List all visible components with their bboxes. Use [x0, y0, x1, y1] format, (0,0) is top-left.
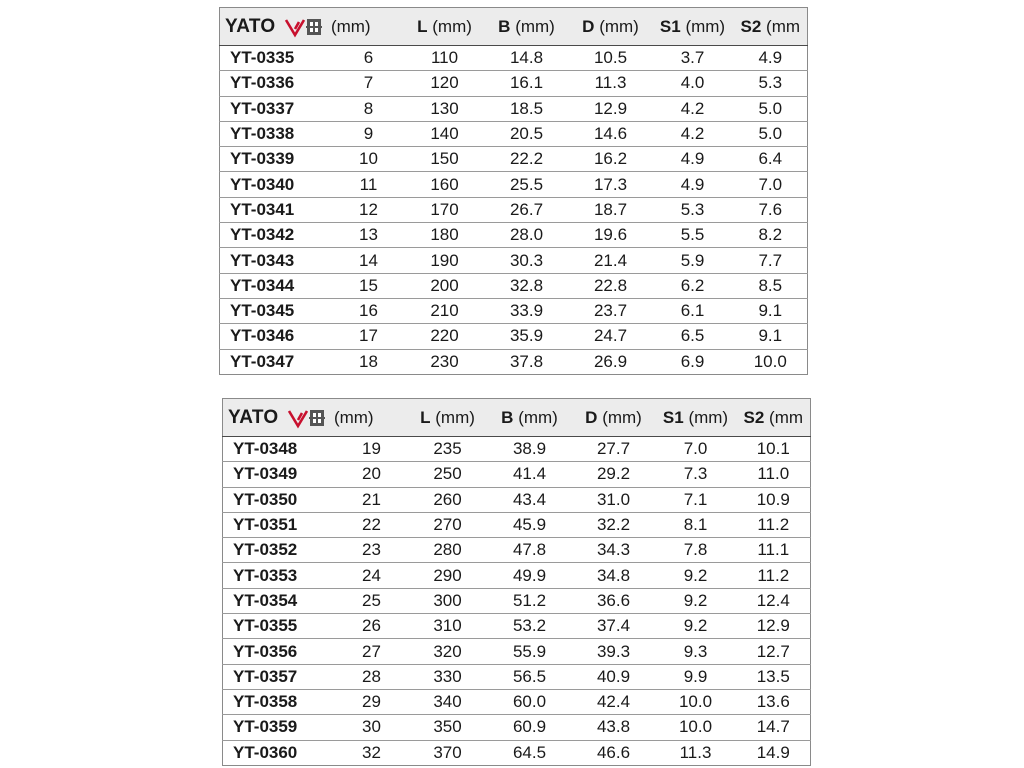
- width-b-value: 38.9: [487, 437, 573, 462]
- length-l-value: 270: [409, 512, 487, 537]
- size-s2-value: 4.9: [734, 46, 808, 71]
- width-d-value: 23.7: [570, 298, 652, 323]
- spec-table-2: [222, 398, 811, 766]
- size-value: 24: [335, 563, 409, 588]
- size-s1-value: 8.1: [655, 512, 737, 537]
- table-row: [223, 715, 811, 740]
- width-d-value: 34.3: [573, 538, 655, 563]
- width-b-value: 60.0: [487, 689, 573, 714]
- width-d-value: 11.3: [570, 71, 652, 96]
- width-b-value: 20.5: [484, 121, 570, 146]
- width-b-value: 30.3: [484, 248, 570, 273]
- size-s2-value: 7.0: [734, 172, 808, 197]
- size-s2-value: 12.4: [737, 588, 811, 613]
- size-s1-value: 6.9: [680, 351, 705, 371]
- size-s1-value: 5.5: [652, 223, 734, 248]
- table-header-row: [223, 399, 811, 437]
- size-value: 7: [332, 71, 406, 96]
- length-l-value: 235: [409, 437, 487, 462]
- header-b: B (mm): [487, 399, 573, 437]
- size-s1-value: 3.7: [652, 46, 734, 71]
- product-code: YT-0342: [220, 223, 332, 248]
- width-b-value: 14.8: [484, 46, 570, 71]
- width-b-value: 47.8: [487, 538, 573, 563]
- width-d-value: 22.8: [570, 273, 652, 298]
- size-value: 11: [332, 172, 406, 197]
- width-b-value: 26.7: [484, 197, 570, 222]
- size-s2-value: 7.6: [734, 197, 808, 222]
- width-d-value: 18.7: [570, 197, 652, 222]
- product-code: YT-0336: [220, 71, 332, 96]
- size-s1-value: 7.1: [655, 487, 737, 512]
- product-code: YT-0355: [223, 614, 335, 639]
- width-d-value: 17.3: [570, 172, 652, 197]
- size-value: 18: [359, 351, 378, 371]
- size-value: 9: [332, 121, 406, 146]
- width-b-value: 51.2: [487, 588, 573, 613]
- brand-header-cell: [223, 399, 409, 437]
- width-d-value: 43.8: [573, 715, 655, 740]
- product-code: YT-0340: [220, 172, 332, 197]
- wrench-gauge-icon: [287, 407, 327, 429]
- header-s1: S1 (mm): [652, 8, 734, 46]
- size-s2-value: 14.7: [737, 715, 811, 740]
- width-b-value: 64.5: [512, 742, 547, 762]
- header-l: L (mm): [409, 399, 487, 437]
- product-code: YT-0350: [223, 487, 335, 512]
- table-row: [223, 689, 811, 714]
- table-row: [223, 563, 811, 588]
- width-d-value: 31.0: [573, 487, 655, 512]
- width-d-value: 29.2: [573, 462, 655, 487]
- product-code: YT-0345: [220, 298, 332, 323]
- size-value: 13: [332, 223, 406, 248]
- table-row: [220, 147, 808, 172]
- length-l-value: 340: [409, 689, 487, 714]
- table-row: [220, 197, 808, 222]
- product-code: YT-0354: [223, 588, 335, 613]
- width-b-value: 28.0: [484, 223, 570, 248]
- size-s2-value: 10.0: [753, 351, 787, 371]
- table-row: [220, 172, 808, 197]
- width-d-value: 16.2: [570, 147, 652, 172]
- length-l-value: 170: [406, 197, 484, 222]
- size-value: 15: [332, 273, 406, 298]
- header-b: B (mm): [484, 8, 570, 46]
- length-l-value: 150: [406, 147, 484, 172]
- size-s2-value: 11.2: [737, 512, 811, 537]
- size-s1-value: 9.9: [655, 664, 737, 689]
- length-l-value: 310: [409, 614, 487, 639]
- length-l-value: 190: [406, 248, 484, 273]
- size-value: 8: [332, 96, 406, 121]
- length-l-value: 370: [433, 742, 462, 762]
- width-d-value: 12.9: [570, 96, 652, 121]
- width-d-value: 19.6: [570, 223, 652, 248]
- width-d-value: 26.9: [593, 351, 628, 371]
- product-code: YT-0346: [220, 324, 332, 349]
- table-row: [223, 664, 811, 689]
- length-l-value: 130: [406, 96, 484, 121]
- size-value: 25: [335, 588, 409, 613]
- table-row: [220, 121, 808, 146]
- size-s1-value: 7.8: [655, 538, 737, 563]
- size-s2-value: 9.1: [734, 298, 808, 323]
- size-value: 12: [332, 197, 406, 222]
- width-b-value: 18.5: [484, 96, 570, 121]
- table-row: [223, 462, 811, 487]
- size-value: 32: [362, 742, 381, 762]
- length-l-value: 330: [409, 664, 487, 689]
- size-s1-value: 6.2: [652, 273, 734, 298]
- table-header-row: [220, 8, 808, 46]
- size-s2-value: 11.1: [737, 538, 811, 563]
- width-b-value: 35.9: [484, 324, 570, 349]
- brand-logo-text: YATO: [225, 15, 276, 37]
- size-s1-value: 4.9: [652, 172, 734, 197]
- size-value: 23: [335, 538, 409, 563]
- width-d-value: 34.8: [573, 563, 655, 588]
- size-s1-value: 9.3: [655, 639, 737, 664]
- width-d-value: 37.4: [573, 614, 655, 639]
- length-l-value: 260: [409, 487, 487, 512]
- header-s1: S1 (mm): [655, 399, 737, 437]
- size-s1-value: 6.5: [652, 324, 734, 349]
- size-s2-value: 5.0: [734, 96, 808, 121]
- header-d: D (mm): [570, 8, 652, 46]
- product-code: YT-0353: [223, 563, 335, 588]
- table-row: [220, 46, 808, 71]
- header-d: D (mm): [573, 399, 655, 437]
- length-l-value: 120: [406, 71, 484, 96]
- size-s1-value: 4.9: [652, 147, 734, 172]
- size-s1-value: 5.3: [652, 197, 734, 222]
- table-row: [223, 437, 811, 462]
- size-unit: (mm): [333, 407, 374, 427]
- width-b-value: 60.9: [487, 715, 573, 740]
- product-code: YT-0337: [220, 96, 332, 121]
- size-s1-value: 9.2: [655, 588, 737, 613]
- size-s1-value: 4.0: [652, 71, 734, 96]
- size-value: 28: [335, 664, 409, 689]
- width-d-value: 40.9: [573, 664, 655, 689]
- length-l-value: 230: [430, 351, 459, 371]
- length-l-value: 220: [406, 324, 484, 349]
- length-l-value: 320: [409, 639, 487, 664]
- size-value: 30: [335, 715, 409, 740]
- table-row: [223, 512, 811, 537]
- width-b-value: 55.9: [487, 639, 573, 664]
- header-l: L (mm): [406, 8, 484, 46]
- size-s2-value: 10.9: [737, 487, 811, 512]
- width-d-value: 14.6: [570, 121, 652, 146]
- table-row: [223, 639, 811, 664]
- brand-logo-text: YATO: [228, 406, 279, 428]
- size-s2-value: 6.4: [734, 147, 808, 172]
- size-s2-value: 12.7: [737, 639, 811, 664]
- size-s2-value: 8.2: [734, 223, 808, 248]
- table-row: [223, 614, 811, 639]
- width-d-value: 27.7: [573, 437, 655, 462]
- size-s1-value: 11.3: [679, 742, 712, 762]
- width-d-value: 21.4: [570, 248, 652, 273]
- length-l-value: 160: [406, 172, 484, 197]
- size-s1-value: 9.2: [655, 614, 737, 639]
- size-s1-value: 10.0: [655, 689, 737, 714]
- table-row: [223, 740, 811, 765]
- length-l-value: 110: [406, 46, 484, 71]
- brand-header-cell: [220, 8, 406, 46]
- size-value: 19: [335, 437, 409, 462]
- width-b-value: 32.8: [484, 273, 570, 298]
- product-code: YT-0338: [220, 121, 332, 146]
- width-b-value: 37.8: [509, 351, 544, 371]
- size-value: 27: [335, 639, 409, 664]
- width-d-value: 32.2: [573, 512, 655, 537]
- length-l-value: 300: [409, 588, 487, 613]
- product-code: YT-0359: [223, 715, 335, 740]
- width-b-value: 53.2: [487, 614, 573, 639]
- size-s2-value: 13.6: [737, 689, 811, 714]
- width-d-value: 36.6: [573, 588, 655, 613]
- width-d-value: 42.4: [573, 689, 655, 714]
- size-s2-value: 14.9: [756, 742, 790, 762]
- size-value: 17: [332, 324, 406, 349]
- table-row: [223, 588, 811, 613]
- header-s2: S2 (mm: [734, 8, 808, 46]
- size-s2-value: 11.0: [737, 462, 811, 487]
- size-s2-value: 11.2: [737, 563, 811, 588]
- length-l-value: 250: [409, 462, 487, 487]
- size-s2-value: 8.5: [734, 273, 808, 298]
- size-value: 16: [332, 298, 406, 323]
- length-l-value: 210: [406, 298, 484, 323]
- width-b-value: 56.5: [487, 664, 573, 689]
- size-s1-value: 6.1: [652, 298, 734, 323]
- product-code: YT-0349: [223, 462, 335, 487]
- product-code: YT-0356: [223, 639, 335, 664]
- table-row: [223, 538, 811, 563]
- size-s2-value: 5.0: [734, 121, 808, 146]
- size-value: 10: [332, 147, 406, 172]
- product-code: YT-0357: [223, 664, 335, 689]
- length-l-value: 180: [406, 223, 484, 248]
- table-row: [220, 349, 808, 374]
- header-s2: S2 (mm: [737, 399, 811, 437]
- product-code: YT-0348: [223, 437, 335, 462]
- width-b-value: 49.9: [487, 563, 573, 588]
- length-l-value: 200: [406, 273, 484, 298]
- size-s2-value: 9.1: [734, 324, 808, 349]
- table-row: [220, 96, 808, 121]
- length-l-value: 280: [409, 538, 487, 563]
- table-row: [223, 487, 811, 512]
- size-value: 26: [335, 614, 409, 639]
- product-code: YT-0347: [230, 351, 295, 371]
- size-s2-value: 10.1: [737, 437, 811, 462]
- width-b-value: 43.4: [487, 487, 573, 512]
- size-unit: (mm): [330, 16, 371, 36]
- product-code: YT-0358: [223, 689, 335, 714]
- size-value: 14: [332, 248, 406, 273]
- size-s1-value: 10.0: [655, 715, 737, 740]
- table-row: [220, 273, 808, 298]
- length-l-value: 140: [406, 121, 484, 146]
- size-s2-value: 13.5: [737, 664, 811, 689]
- length-l-value: 290: [409, 563, 487, 588]
- table-row: [220, 71, 808, 96]
- width-d-value: 39.3: [573, 639, 655, 664]
- width-d-value: 46.6: [596, 742, 631, 762]
- product-code: YT-0360: [233, 742, 298, 762]
- product-code: YT-0343: [220, 248, 332, 273]
- table-row: [220, 223, 808, 248]
- table-row: [220, 324, 808, 349]
- product-code: YT-0335: [220, 46, 332, 71]
- size-value: 22: [335, 512, 409, 537]
- wrench-gauge-icon: [284, 16, 324, 38]
- product-code: YT-0352: [223, 538, 335, 563]
- length-l-value: 350: [409, 715, 487, 740]
- product-code: YT-0344: [220, 273, 332, 298]
- product-code: YT-0339: [220, 147, 332, 172]
- size-s1-value: 9.2: [655, 563, 737, 588]
- width-d-value: 24.7: [570, 324, 652, 349]
- size-s2-value: 5.3: [734, 71, 808, 96]
- size-s1-value: 7.0: [655, 437, 737, 462]
- width-b-value: 16.1: [484, 71, 570, 96]
- size-s1-value: 7.3: [655, 462, 737, 487]
- size-value: 6: [332, 46, 406, 71]
- size-s2-value: 12.9: [737, 614, 811, 639]
- width-b-value: 33.9: [484, 298, 570, 323]
- width-b-value: 25.5: [484, 172, 570, 197]
- spec-table-1: [219, 7, 808, 375]
- width-b-value: 41.4: [487, 462, 573, 487]
- size-value: 29: [335, 689, 409, 714]
- product-code: YT-0351: [223, 512, 335, 537]
- size-value: 21: [335, 487, 409, 512]
- width-b-value: 45.9: [487, 512, 573, 537]
- size-s1-value: 4.2: [652, 96, 734, 121]
- size-s1-value: 4.2: [652, 121, 734, 146]
- size-value: 20: [335, 462, 409, 487]
- table-row: [220, 298, 808, 323]
- size-s1-value: 5.9: [652, 248, 734, 273]
- width-d-value: 10.5: [570, 46, 652, 71]
- size-s2-value: 7.7: [734, 248, 808, 273]
- product-code: YT-0341: [220, 197, 332, 222]
- table-row: [220, 248, 808, 273]
- width-b-value: 22.2: [484, 147, 570, 172]
